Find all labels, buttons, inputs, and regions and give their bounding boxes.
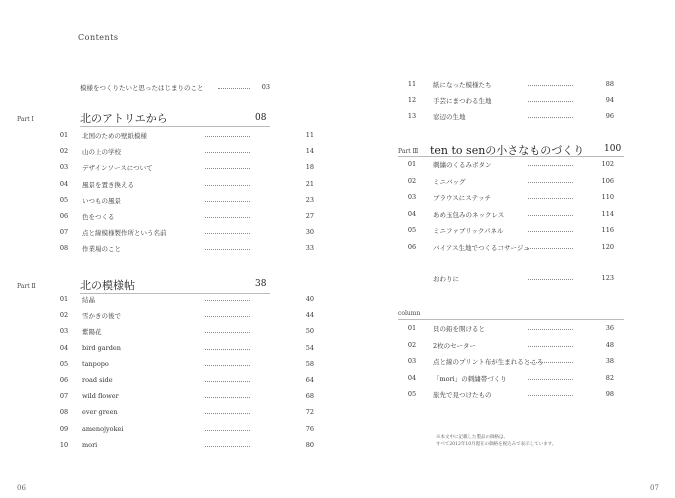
leader-dots (205, 196, 250, 202)
toc-entry[interactable] (50, 376, 314, 388)
entry-number: 04 (59, 343, 69, 352)
leader-dots (205, 295, 250, 301)
entry-title: 風景を置き換える (82, 180, 134, 189)
entry-page: 88 (605, 80, 614, 88)
toc-entry[interactable] (50, 228, 314, 240)
leader-dots (205, 311, 250, 317)
entry-page: 58 (305, 359, 314, 368)
toc-entry[interactable] (50, 311, 314, 323)
toc-entry[interactable] (398, 210, 624, 222)
entry-title: 旅先で見つけたもの (433, 391, 492, 399)
entry-title: 刺繍のくるみボタン (433, 161, 492, 169)
entry-number: 04 (407, 373, 417, 382)
column-rule (398, 319, 624, 320)
entry-page: 11 (305, 131, 314, 139)
entry-title: あめ玉包みのネックレス (433, 210, 505, 219)
part2-page: 38 (255, 279, 267, 289)
entry-title: 「mori」の刺繍帯づくり (433, 374, 507, 383)
entry-page: 82 (605, 373, 614, 382)
toc-entry[interactable] (398, 112, 624, 124)
entry-number: 12 (407, 96, 417, 104)
entry-page: 38 (605, 357, 614, 365)
leader-dots (205, 376, 250, 382)
entry-number: 07 (59, 392, 69, 401)
leader-dots (528, 341, 573, 347)
entry-number: 10 (59, 440, 69, 449)
toc-entry[interactable] (50, 359, 314, 372)
leader-dots (205, 327, 250, 333)
leader-dots (205, 344, 250, 350)
entry-page: 23 (305, 195, 314, 204)
entry-page: 44 (305, 311, 314, 320)
entry-number: 05 (407, 226, 417, 234)
entry-title: ミニバッグ (433, 177, 466, 186)
toc-entry[interactable] (398, 193, 624, 205)
entry-title: 点と線のプリント布が生まれるところ (433, 358, 544, 366)
leader-dots (205, 212, 250, 218)
entry-title: おわりに (433, 275, 459, 283)
entry-title: 手芸にまつわる生地 (433, 97, 492, 105)
part3-page: 100 (604, 144, 622, 154)
entry-number: 04 (59, 179, 69, 188)
part2-rule (80, 293, 270, 294)
entry-number: 01 (407, 160, 417, 168)
entry-title: 北国のための壁紙模様 (82, 132, 147, 140)
toc-entry[interactable] (50, 424, 314, 437)
leader-dots (528, 274, 573, 280)
toc-entry[interactable] (398, 357, 624, 369)
entry-number: 07 (59, 228, 69, 237)
toc-entry-owarini[interactable] (398, 274, 624, 286)
leader-dots (205, 180, 250, 186)
part1-page: 08 (255, 113, 267, 123)
price-note (436, 434, 556, 448)
entry-number: 08 (59, 244, 69, 253)
contents-title: Contents (78, 33, 119, 42)
toc-entry[interactable] (398, 96, 624, 108)
entry-number: 06 (59, 376, 69, 384)
toc-entry[interactable] (398, 177, 624, 189)
entry-page: 68 (305, 392, 314, 401)
entry-page: 76 (305, 424, 314, 433)
entry-title: 貝の鉛を開けると (433, 325, 485, 333)
toc-entry[interactable] (50, 195, 314, 208)
entry-title: 紙になった模様たち (433, 81, 492, 89)
entry-page: 80 (305, 440, 314, 449)
entry-number: 06 (407, 242, 417, 251)
entry-page: 50 (305, 327, 314, 336)
entry-number: 08 (59, 408, 69, 417)
entry-number: 02 (407, 340, 417, 349)
entry-page: 114 (601, 209, 614, 218)
toc-entry[interactable] (50, 408, 314, 420)
leader-dots (528, 160, 573, 166)
entry-title: 色をつくる (82, 213, 115, 221)
entry-page: 14 (305, 147, 314, 156)
entry-title: 点と線模様製作所という名前 (82, 229, 167, 238)
entry-number: 03 (407, 193, 417, 201)
entry-page: 72 (305, 408, 314, 417)
entry-page: 27 (305, 212, 314, 220)
entry-page: 106 (601, 176, 614, 185)
entry-page: 102 (601, 160, 614, 168)
leader-dots (528, 390, 573, 396)
entry-number: 03 (59, 327, 69, 336)
entry-page: 30 (305, 228, 314, 237)
entry-page: 03 (261, 83, 270, 91)
leader-dots (218, 83, 250, 89)
leader-dots (205, 244, 250, 250)
entry-title: 窓辺の生地 (433, 113, 466, 121)
entry-page: 36 (605, 324, 614, 332)
entry-number: 01 (407, 324, 417, 332)
entry-title: tanpopo (82, 359, 109, 368)
leader-dots (528, 324, 573, 330)
entry-page: 48 (605, 340, 614, 349)
entry-title: ブラウスにステッチ (433, 194, 492, 202)
toc-entry[interactable] (50, 244, 314, 256)
leader-dots (528, 193, 573, 199)
entry-page: 33 (305, 244, 314, 253)
toc-entry[interactable] (50, 212, 314, 224)
toc-entry[interactable] (398, 160, 624, 172)
entry-title: 模様をつくりたいと思ったはじまりのこと (80, 84, 204, 92)
leader-dots (528, 96, 573, 102)
entry-title: 山の上の学校 (82, 148, 121, 157)
entry-number: 01 (59, 295, 69, 303)
entry-number: 11 (407, 80, 417, 88)
toc-entry[interactable] (398, 341, 624, 353)
entry-title: wild flower (82, 392, 119, 401)
entry-title: バイアス生地でつくるコサージュ (433, 243, 530, 252)
leader-dots (205, 147, 250, 153)
leader-dots (528, 226, 573, 232)
part1-label: Part Ⅰ (17, 116, 34, 123)
entry-page: 21 (305, 179, 314, 188)
entry-number: 02 (59, 311, 69, 320)
leader-dots (528, 374, 573, 380)
leader-dots (205, 392, 250, 398)
leader-dots (528, 243, 573, 249)
toc-entry[interactable] (50, 392, 314, 404)
toc-entry[interactable] (50, 179, 314, 192)
leader-dots (205, 228, 250, 234)
part3-label: Part Ⅲ (398, 148, 419, 155)
toc-entry[interactable] (50, 343, 314, 356)
entry-page: 110 (601, 193, 614, 201)
entry-title: ever green (82, 408, 118, 417)
entry-title: 作業場のこと (82, 245, 121, 254)
price-note-line-1: ※本文中に記載した製品の価格は、 (436, 435, 508, 440)
entry-page: 120 (601, 242, 614, 251)
toc-entry[interactable] (50, 440, 314, 453)
column-label: column (398, 310, 421, 317)
leader-dots (205, 408, 250, 414)
entry-number: 05 (59, 195, 69, 204)
toc-entry[interactable] (398, 324, 624, 336)
entry-page: 18 (305, 163, 314, 172)
entry-page: 64 (305, 376, 314, 384)
entry-number: 06 (59, 212, 69, 220)
toc-entry[interactable] (50, 163, 314, 175)
entry-page: 54 (305, 343, 314, 352)
toc-entry[interactable] (398, 226, 624, 238)
toc-entry-intro[interactable] (80, 83, 270, 95)
leader-dots (205, 163, 250, 169)
entry-title: bird garden (82, 343, 121, 352)
entry-title: mori (82, 440, 98, 449)
price-note-line-2: すべて2012年10月現在の価格を税込みで表示しています。 (436, 442, 557, 447)
entry-number: 03 (407, 357, 417, 365)
entry-number: 03 (59, 163, 69, 172)
entry-page: 98 (605, 390, 614, 398)
toc-entry[interactable] (398, 80, 624, 92)
toc-entry[interactable] (50, 327, 314, 339)
leader-dots (205, 441, 250, 447)
entry-title: ミニファブリックパネル (433, 227, 504, 235)
entry-page: 94 (605, 96, 614, 104)
toc-entry[interactable] (50, 147, 314, 159)
entry-page: 40 (305, 295, 314, 303)
toc-entry[interactable] (398, 374, 624, 386)
leader-dots (205, 425, 250, 431)
part1-rule (80, 126, 270, 127)
leader-dots (528, 80, 573, 86)
part1-title[interactable]: 北のアトリエから (80, 112, 168, 125)
entry-number: 05 (407, 390, 417, 398)
entry-title: 雪かきの後で (82, 312, 121, 321)
entry-title: 2枚のセーター (433, 341, 476, 350)
part2-title[interactable]: 北の模様帖 (80, 279, 135, 292)
part3-title[interactable]: ten to senの小さなものづくり (430, 144, 585, 157)
toc-entry[interactable] (398, 390, 624, 402)
leader-dots (528, 112, 573, 118)
entry-title: デザインソースについて (82, 164, 153, 173)
toc-entry[interactable] (398, 243, 624, 255)
entry-title: いつもの風景 (82, 196, 121, 205)
entry-page: 96 (605, 112, 614, 120)
leader-dots (528, 357, 573, 363)
entry-title: 結晶 (82, 296, 95, 304)
leader-dots (205, 131, 250, 137)
entry-page: 116 (601, 226, 614, 234)
entry-number: 04 (407, 209, 417, 218)
entry-page: 123 (601, 274, 614, 282)
entry-title: road side (82, 376, 113, 384)
entry-title: amenojyokei (82, 424, 124, 433)
entry-number: 09 (59, 424, 69, 433)
right-folio: 07 (650, 484, 659, 492)
entry-number: 01 (59, 131, 69, 139)
entry-number: 05 (59, 359, 69, 368)
toc-entry[interactable] (50, 131, 314, 143)
toc-entry[interactable] (50, 295, 314, 307)
entry-number: 02 (407, 176, 417, 185)
entry-number: 02 (59, 147, 69, 156)
entry-title: 紫陽花 (82, 328, 102, 337)
entry-number: 13 (407, 112, 417, 120)
leader-dots (528, 210, 573, 216)
leader-dots (205, 360, 250, 366)
part3-rule (398, 156, 624, 157)
left-folio: 06 (17, 484, 26, 492)
part2-label: Part Ⅱ (17, 283, 36, 290)
leader-dots (528, 177, 573, 183)
